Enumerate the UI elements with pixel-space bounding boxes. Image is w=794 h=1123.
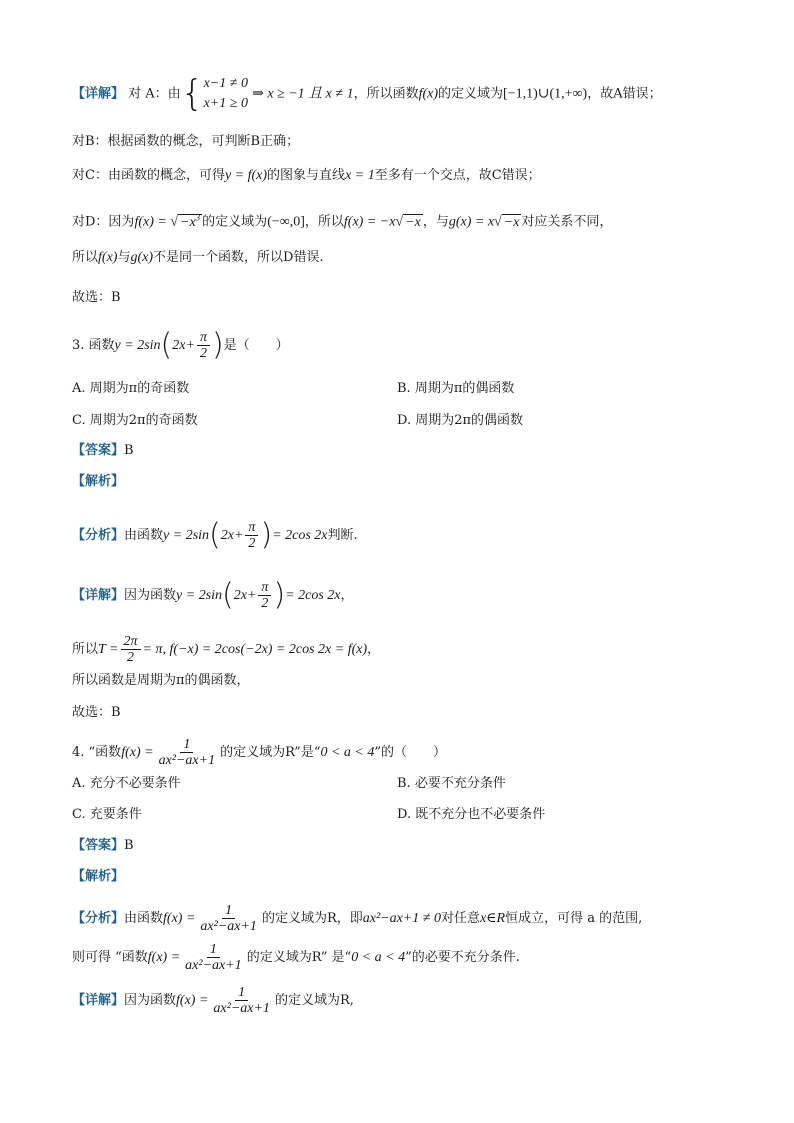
q3-conclusion: 所以函数是周期为π的偶函数， xyxy=(72,673,250,688)
q4-fraction: $\frac{1}{\text{ax²−ax+1}}$ xyxy=(158,737,216,768)
detail-line-b: 对B：根据函数的概念，可判断B正确； xyxy=(72,134,300,149)
inequality-system: x−1 ≠ 0 x+1 ≥ 0 xyxy=(203,76,248,111)
q3-answer: 【答案】B xyxy=(72,443,134,458)
q4-analysis-tag: 【解析】 xyxy=(72,869,125,884)
q4-stem: 4. “函数f(x) = $\frac{1}{\text{ax²−ax+1}}$ 的定义域为R”是“0 < a < 4”的（ ） xyxy=(72,737,447,768)
q3-fenxi: 【分析】由函数y = 2sin(2x+ $\frac{\pi}{2}$ )= 2cos 2x判断. xyxy=(72,517,358,553)
q4-option-c: C. 充要条件 xyxy=(72,807,142,822)
brace-symbol: { xyxy=(180,73,204,114)
detail-line-c: 对C：由函数的概念，可得y = f(x)的图象与直线x = 1至多有一个交点，故C错误； xyxy=(72,168,541,183)
detail-line-a: 【详解】 对 A：由{ x−1 ≠ 0 x+1 ≥ 0 ⇒ x ≥ −1 且 x ≠ 1，所以函数f(x)的定义域为[−1,1)∪(1,+∞)，故A错误； xyxy=(72,73,662,114)
q4-option-d: D. 既不充分也不必要条件 xyxy=(397,807,546,822)
detail-line-e: 所以f(x)与g(x)不是同一个函数，所以D错误. xyxy=(72,250,324,265)
q3-option-a: A. 周期为π的奇函数 xyxy=(72,381,190,396)
detail-line-d: 对D：因为f(x) = √ $-x^3$ 的定义域为(−∞,0]，所以f(x) = −x√ −x ，与g(x) = x√ −x 对应关系不同， xyxy=(72,212,613,230)
choose-line-1: 故选：B xyxy=(72,290,121,305)
q3-analysis-tag: 【解析】 xyxy=(72,474,125,489)
q3-option-b: B. 周期为π的偶函数 xyxy=(397,381,515,396)
q3-stem: 3. 函数y = 2sin(2x+ $\frac{\pi}{2}$ )是（ ） xyxy=(72,327,289,363)
detail-tag: 【详解】 xyxy=(72,86,125,102)
pi-over-2: $\frac{\pi}{2}$ xyxy=(197,330,210,361)
q4-fenxi-2: 则可得 “函数f(x) = $\frac{1}{\text{ax²−ax+1}}$ 的定义域为R” 是“0 < a < 4”的必要不充分条件. xyxy=(72,942,520,973)
choose-line-2: 故选：B xyxy=(72,705,121,720)
q4-fenxi: 【分析】由函数f(x) = $\frac{1}{\text{ax²−ax+1}}$ 的定义域为R，即ax²−ax+1 ≠ 0对任意x∈R恒成立，可得 a 的范围, xyxy=(72,903,643,934)
q4-option-b: B. 必要不充分条件 xyxy=(397,776,506,791)
q3-period-line: 所以T = $\frac{2\pi}{2}$ = π, f(−x) = 2cos(−2x) = 2cos 2x = f(x)， xyxy=(72,634,381,665)
q3-option-d: D. 周期为2π的偶函数 xyxy=(397,413,524,428)
q4-detail: 【详解】因为函数f(x) = $\frac{1}{\text{ax²−ax+1}}$ 的定义域为R, xyxy=(72,985,354,1016)
q4-option-a: A. 充分不必要条件 xyxy=(72,776,181,791)
q4-answer: 【答案】B xyxy=(72,838,134,853)
q3-detail: 【详解】因为函数y = 2sin(2x+ $\frac{\pi}{2}$ )= 2cos 2x， xyxy=(72,577,354,613)
q3-option-c: C. 周期为2π的奇函数 xyxy=(72,413,198,428)
